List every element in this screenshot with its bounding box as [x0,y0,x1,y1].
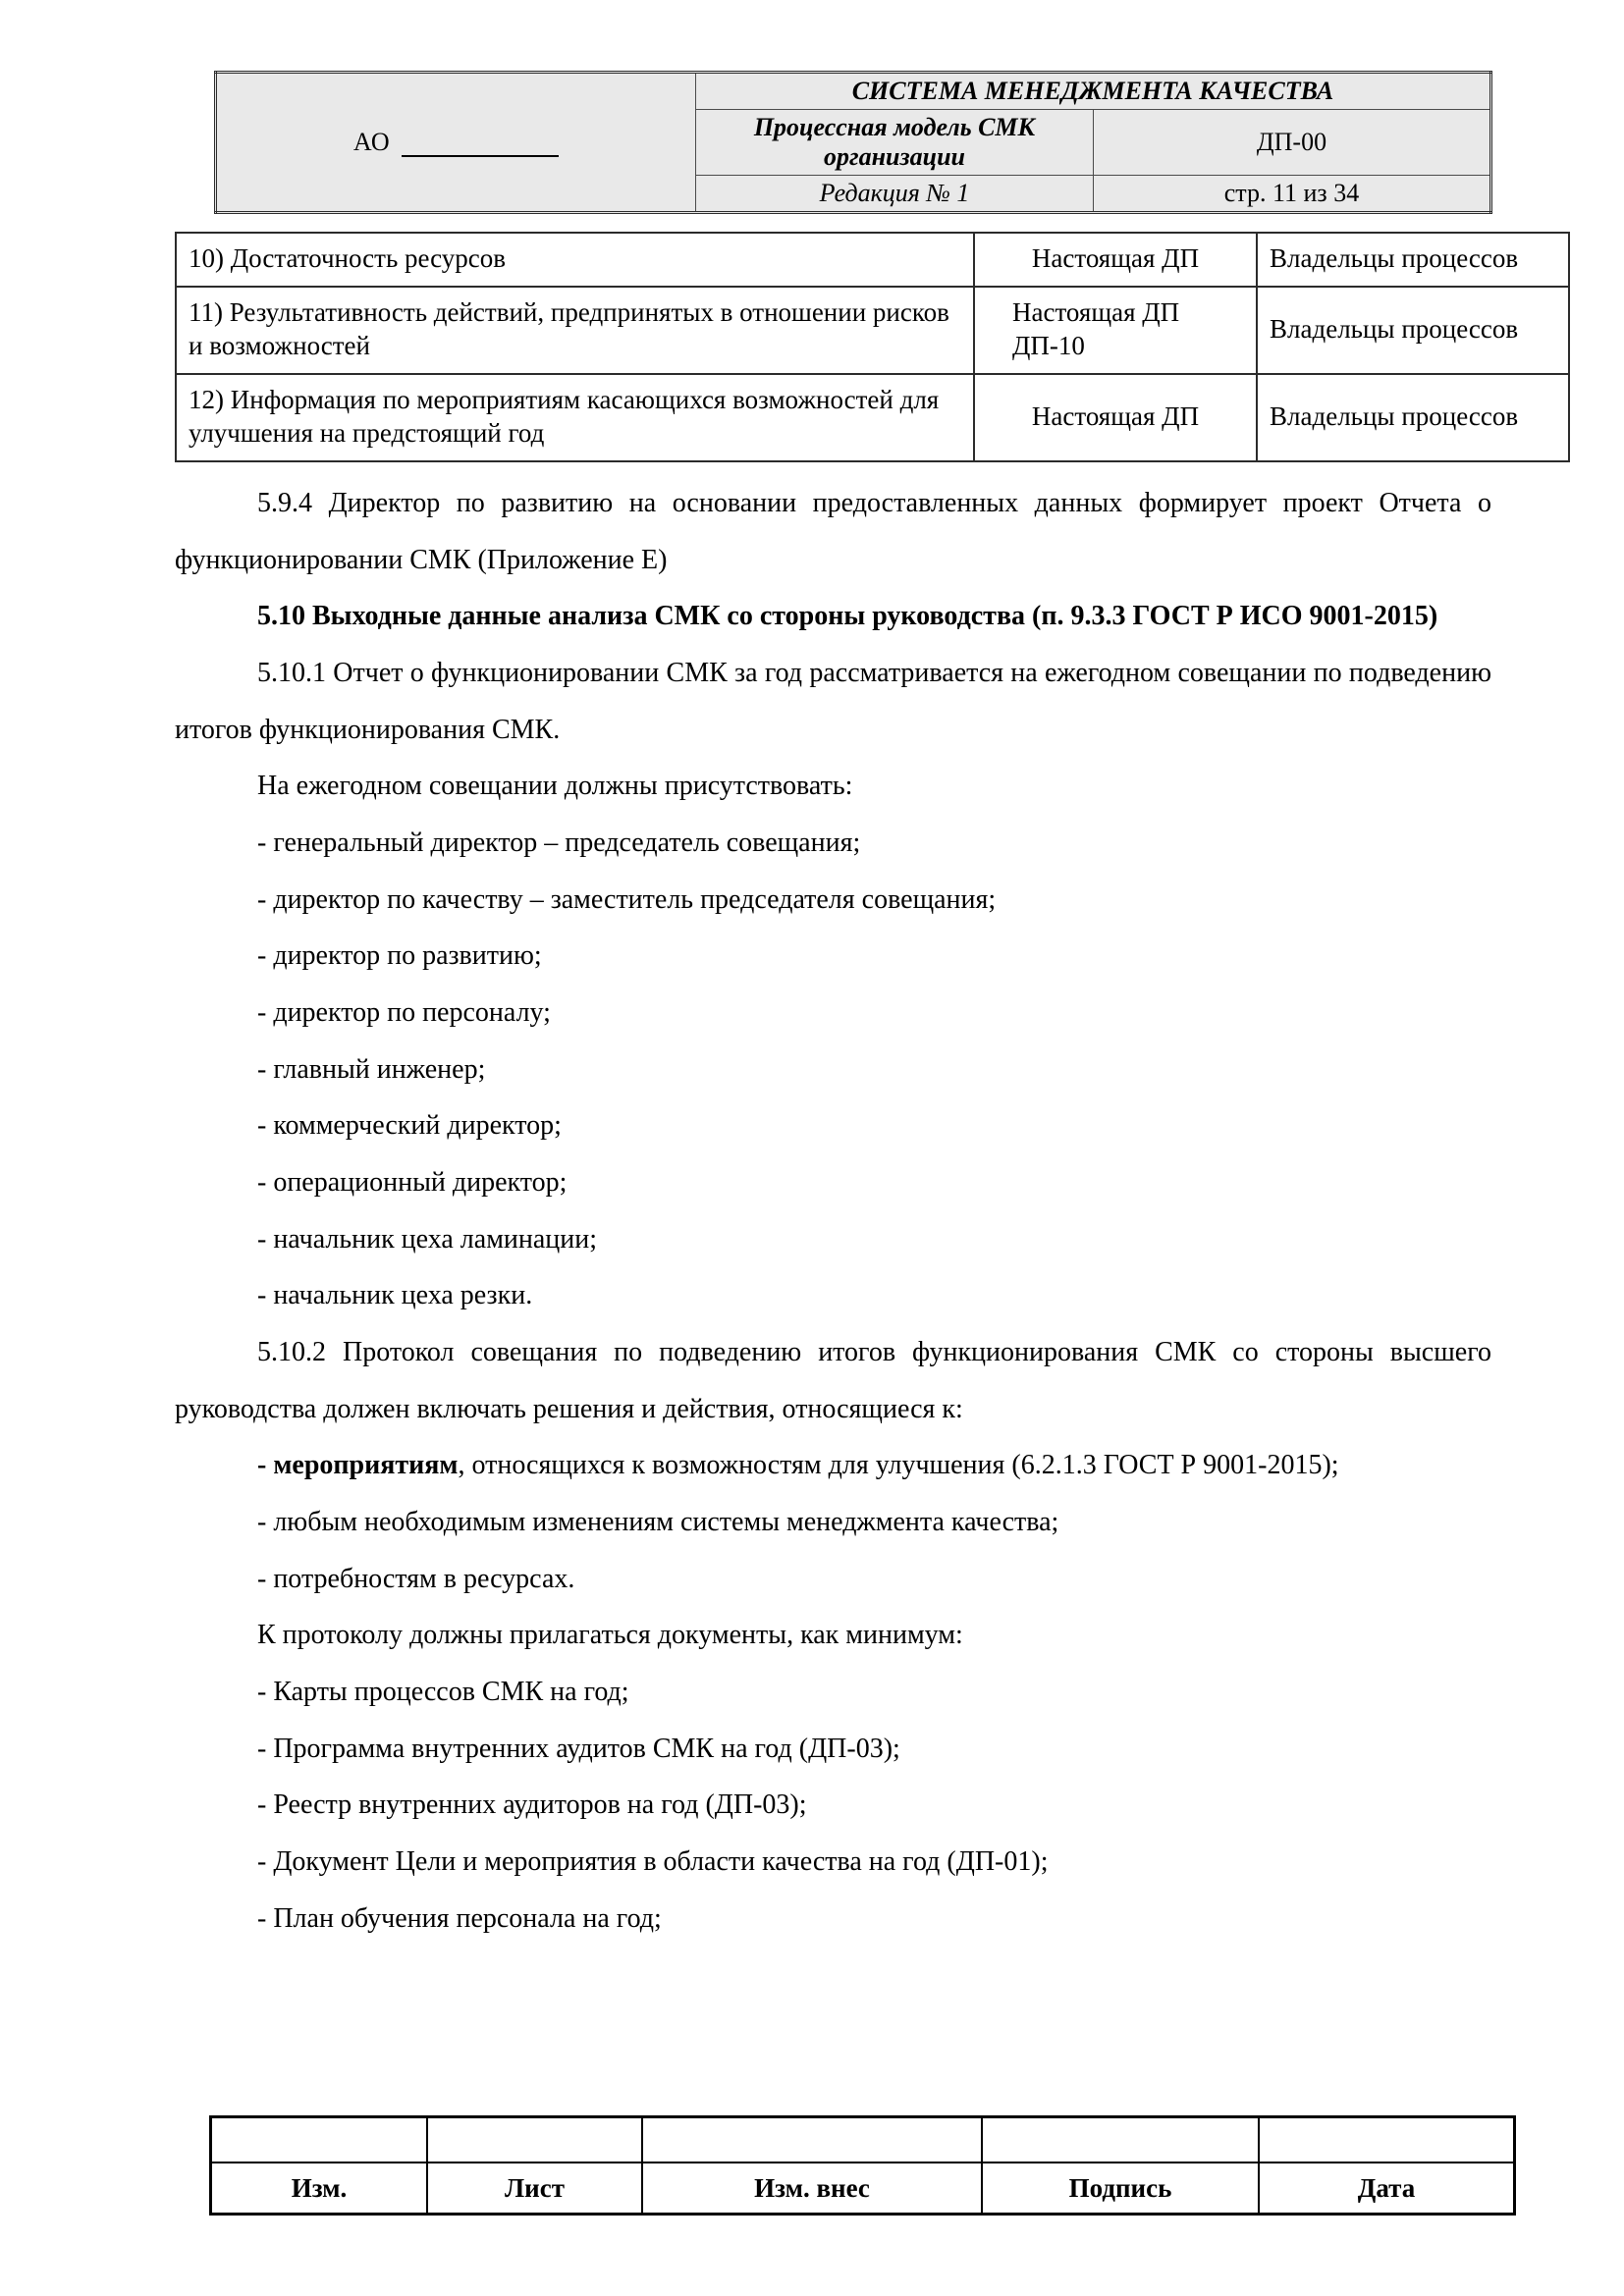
requirement-source-line-2: ДП-10 [1012,331,1085,361]
requirement-responsible: Владельцы процессов [1257,287,1569,374]
footer-label-podpis: Подпись [982,2163,1259,2215]
list-item: - любым необходимым изменениям системы менеджмента качества; [257,1507,1059,1538]
footer-label-izm: Изм. [211,2163,428,2215]
paragraph-5-9-4: 5.9.4 Директор по развитию на основании предоставленных данных формирует проект Отчета о функционировании СМК (Приложение Е) [175,488,1491,575]
footer-value-izm-vnes [642,2117,982,2163]
paragraph-documents-intro: К протоколу должны прилагаться документы, как минимум: [257,1620,963,1651]
header-row-1 [216,73,1491,110]
organization-blank-line [402,129,559,157]
list-item: - начальник цеха ламинации; [257,1223,598,1255]
document-title: Процессная модель СМК организации [696,110,1094,176]
list-item: - потребностям в ресурсах. [257,1563,575,1594]
decision-item-measures [175,1437,1491,1494]
list-item: - начальник цеха резки. [257,1280,533,1311]
revision-label: Редакция № 1 [696,176,1094,213]
footer-label-izm-vnes: Изм. внес [642,2163,982,2215]
decision-item-bold: - мероприятиям [257,1450,459,1481]
requirement-responsible: Владельцы процессов [1257,374,1569,461]
requirement-source [974,287,1257,374]
list-item: - операционный директор; [257,1167,568,1199]
footer-value-podpis [982,2117,1259,2163]
paragraph-5-10-2: 5.10.2 Протокол совещания по подведению итогов функционирования СМК со стороны высшего руководства должен включать решения и действия, относящиеся к: [175,1337,1491,1424]
list-item: - главный инженер; [257,1053,486,1085]
requirements-table [175,232,1570,462]
list-item: - Реестр внутренних аудиторов на год (ДП-03); [257,1789,807,1821]
page-number-label: стр. 11 из 34 [1094,176,1491,213]
organization-label: АО [352,128,391,156]
organization-cell [216,73,696,213]
footer-values-row [211,2117,1515,2163]
requirement-source: Настоящая ДП [974,233,1257,287]
requirement-source: Настоящая ДП [974,374,1257,461]
document-code: ДП-00 [1094,110,1491,176]
paragraph-attendees-intro: На ежегодном совещании должны присутствовать: [257,771,853,802]
document-body [175,475,1491,1947]
list-item: - директор по персоналу; [257,997,551,1029]
list-item: - директор по качеству – заместитель председателя совещания; [257,883,997,915]
footer-labels-row [211,2163,1515,2215]
table-row [176,287,1569,374]
list-item: - План обучения персонала на год; [257,1902,662,1934]
document-footer-table [209,2115,1516,2216]
table-row [176,374,1569,461]
footer-label-list: Лист [427,2163,642,2215]
list-item: - коммерческий директор; [257,1110,562,1142]
requirement-responsible: Владельцы процессов [1257,233,1569,287]
list-item: - Программа внутренних аудитов СМК на год (ДП-03); [257,1733,900,1764]
footer-value-list [427,2117,642,2163]
table-row [176,233,1569,287]
requirement-item: 11) Результативность действий, предпринятых в отношении рисков и возможностей [176,287,974,374]
paragraph-5-10-1: 5.10.1 Отчет о функционировании СМК за год рассматривается на ежегодном совещании по подведению итогов функционирования СМК. [175,658,1491,745]
list-item: - генеральный директор – председатель совещания; [257,828,861,859]
footer-label-data: Дата [1259,2163,1515,2215]
list-item: - Документ Цели и мероприятия в области качества на год (ДП-01); [257,1846,1049,1878]
requirement-item: 10) Достаточность ресурсов [176,233,974,287]
list-item: - Карты процессов СМК на год; [257,1677,629,1708]
heading-5-10: 5.10 Выходные данные анализа СМК со стороны руководства (п. 9.3.3 ГОСТ Р ИСО 9001-2015) [257,601,1438,632]
requirement-item: 12) Информация по мероприятиям касающихся возможностей для улучшения на предстоящий год [176,374,974,461]
document-header-table [214,71,1492,214]
list-item: - директор по развитию; [257,940,542,972]
requirement-source-line-1: Настоящая ДП [1012,296,1180,327]
decision-item-rest: , относящихся к возможностям для улучшения (6.2.1.3 ГОСТ Р 9001-2015); [458,1450,1339,1481]
system-title: СИСТЕМА МЕНЕДЖМЕНТА КАЧЕСТВА [696,73,1491,110]
footer-value-data [1259,2117,1515,2163]
footer-value-izm [211,2117,428,2163]
